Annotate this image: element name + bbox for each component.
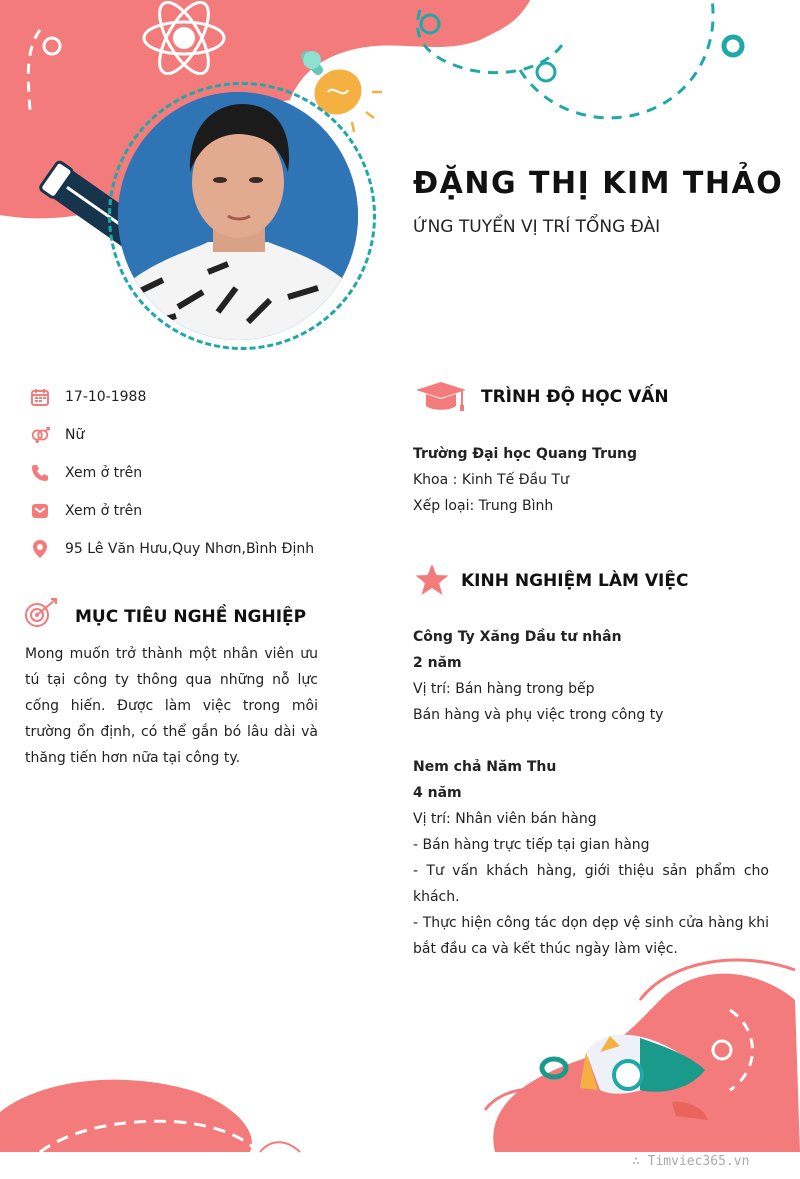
graduation-cap-icon — [414, 380, 468, 414]
job-position: Vị trí: Bán hàng trong bếp — [413, 681, 595, 697]
job-detail: - Thực hiện công tác dọn dẹp vệ sinh cửa hàng khi bắt đầu ca và kết thúc ngày làm việc. — [413, 915, 769, 957]
job-duration: 2 năm — [413, 655, 462, 671]
email-icon — [30, 501, 50, 521]
phone-icon — [30, 463, 50, 483]
job-duration: 4 năm — [413, 785, 462, 801]
education-block — [413, 441, 773, 519]
experience-job-1 — [413, 624, 769, 728]
job-position: Vị trí: Nhân viên bán hàng — [413, 811, 597, 827]
bottom-decoration — [0, 940, 800, 1179]
star-icon — [414, 563, 450, 597]
experience-title: KINH NGHIỆM LÀM VIỆC — [461, 571, 689, 591]
phone-value: Xem ở trên — [65, 465, 143, 481]
birthday-value: 17-10-1988 — [65, 389, 147, 405]
job-detail: - Tư vấn khách hàng, giới thiệu sản phẩm cho khách. — [413, 863, 769, 905]
gender-icon — [30, 425, 50, 445]
candidate-name: ĐẶNG THỊ KIM THẢO — [413, 166, 784, 201]
education-grade: Xếp loại: Trung Bình — [413, 498, 554, 514]
experience-job-2 — [413, 754, 769, 962]
education-title: TRÌNH ĐỘ HỌC VẤN — [481, 387, 669, 407]
gender-value: Nữ — [65, 427, 85, 443]
contact-address — [30, 537, 314, 561]
watermark: ∴ Timviec365.vn — [632, 1154, 750, 1169]
contact-gender — [30, 423, 84, 447]
location-pin-icon — [30, 539, 50, 559]
email-value: Xem ở trên — [65, 503, 143, 519]
avatar — [118, 92, 358, 340]
job-company: Công Ty Xăng Dầu tư nhân — [413, 629, 622, 645]
address-value: 95 Lê Văn Hưu,Quy Nhơn,Bình Định — [65, 541, 315, 557]
calendar-icon — [30, 387, 50, 407]
job-company: Nem chả Năm Thu — [413, 759, 557, 775]
target-icon — [24, 596, 60, 628]
contact-email — [30, 499, 142, 523]
education-school: Trường Đại học Quang Trung — [413, 446, 638, 462]
job-detail: - Bán hàng trực tiếp tại gian hàng — [413, 837, 650, 853]
job-detail: Bán hàng và phụ việc trong công ty — [413, 707, 664, 723]
education-faculty: Khoa : Kinh Tế Đầu Tư — [413, 472, 569, 488]
contact-phone — [30, 461, 142, 485]
contact-birthday — [30, 385, 146, 409]
applied-position: ỨNG TUYỂN VỊ TRÍ TỔNG ĐÀI — [413, 217, 661, 237]
objective-text: Mong muốn trở thành một nhân viên ưu tú tại công ty thông qua những nỗ lực cống hiến. Được làm việc trong môi trường ổn định, có thể gắn bó lâu dài và thăng tiến hơn nữa tại công ty. — [25, 646, 318, 766]
objective-title: MỤC TIÊU NGHỀ NGHIỆP — [75, 607, 307, 627]
